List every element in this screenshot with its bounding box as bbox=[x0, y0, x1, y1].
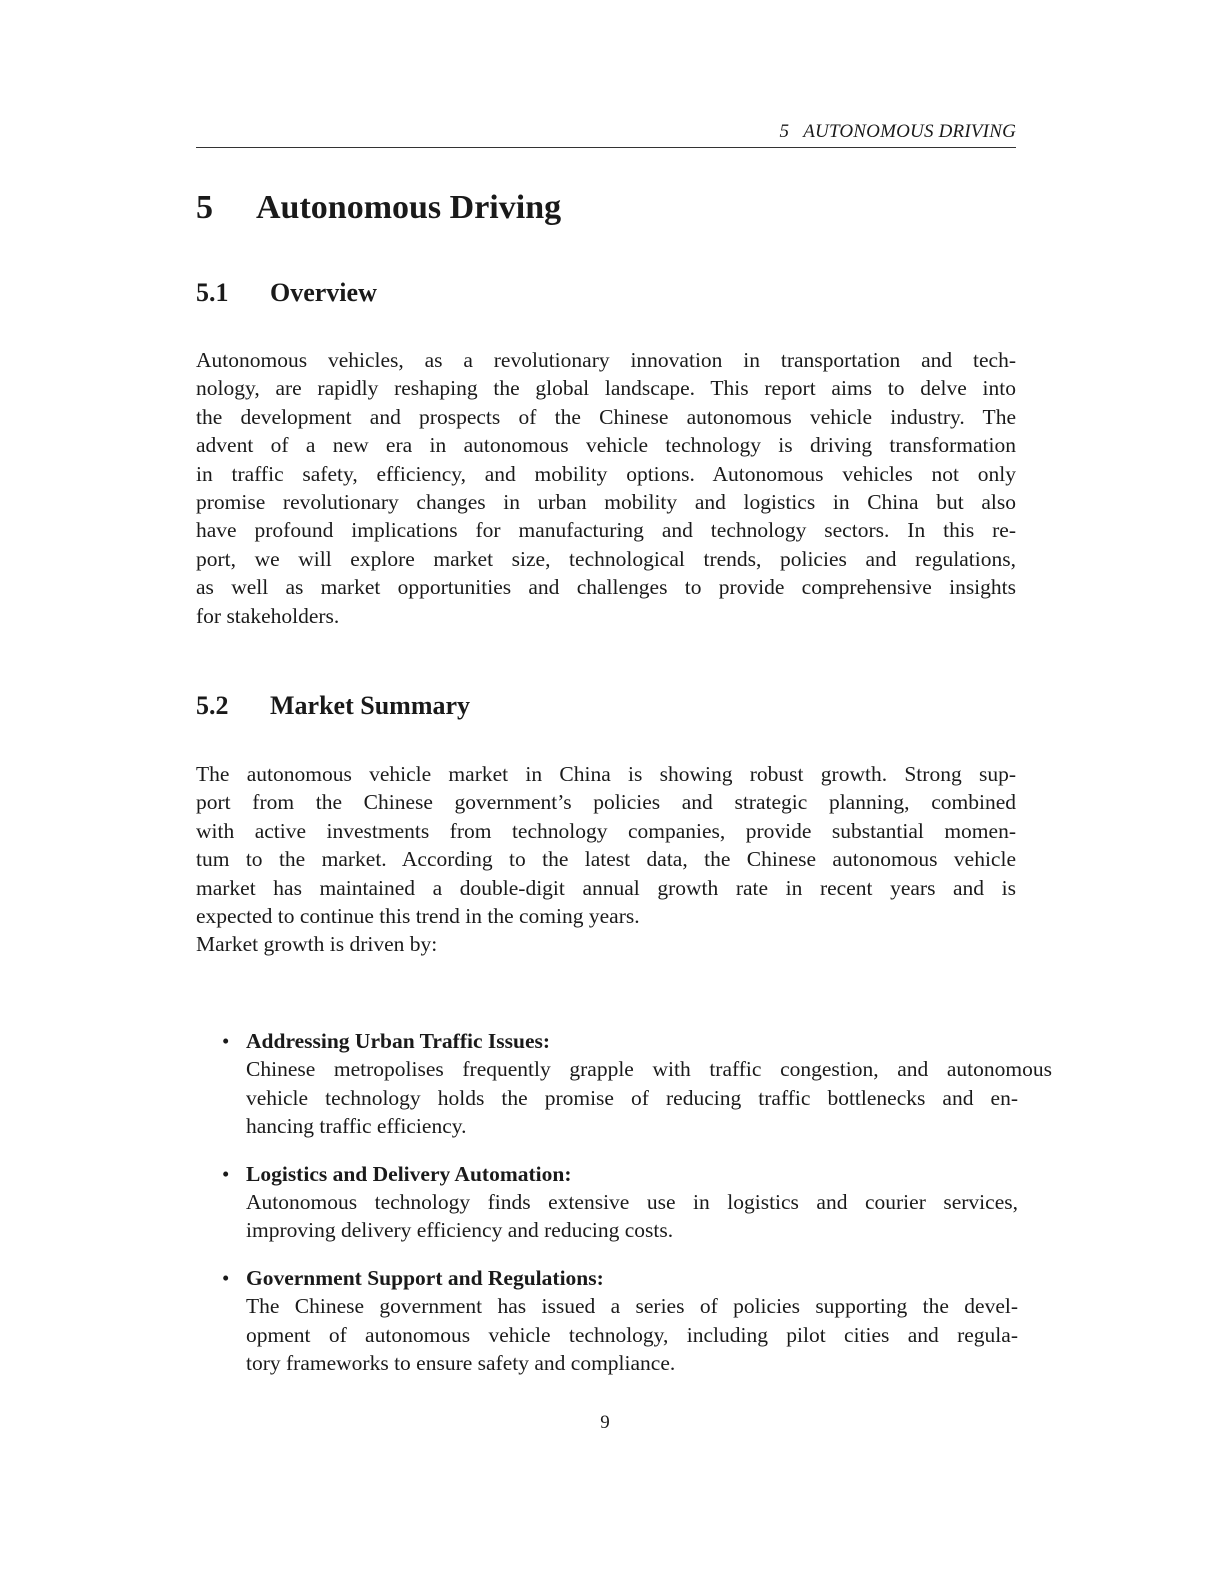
text-line: for stakeholders. bbox=[196, 603, 340, 628]
bullet-title: Addressing Urban Traffic Issues: bbox=[246, 1029, 551, 1053]
text-line: The autonomous vehicle market in China is showing robust growth. Strong sup- bbox=[196, 762, 1016, 786]
text-line: Autonomous technology finds extensive use in logistics and courier services, bbox=[246, 1190, 1018, 1215]
lead-in-text: Market growth is driven by: bbox=[196, 932, 438, 957]
text-line: Autonomous vehicles, as a revolutionary innovation in transportation and tech- bbox=[196, 348, 1016, 372]
text-line: The Chinese government has issued a series of policies supporting the devel- bbox=[246, 1294, 1018, 1319]
text-line: nology, are rapidly reshaping the global landscape. This report aims to delve into bbox=[196, 376, 1016, 401]
text-line: have profound implications for manufacturing and technology sectors. In this re- bbox=[196, 518, 1016, 543]
text-line: hancing traffic efficiency. bbox=[246, 1114, 467, 1139]
section-number: 5.2 bbox=[196, 691, 229, 720]
text-line: Chinese metropolises frequently grapple with traffic congestion, and autonomous bbox=[246, 1057, 1052, 1082]
running-header-title: AUTONOMOUS DRIVING bbox=[803, 121, 1016, 142]
chapter-title-text: Autonomous Driving bbox=[256, 189, 562, 226]
text-line: expected to continue this trend in the coming years. bbox=[196, 904, 640, 929]
overview-paragraph bbox=[196, 346, 1016, 630]
section-title-text: Market Summary bbox=[270, 691, 471, 720]
section-title-overview bbox=[196, 276, 377, 310]
chapter-number: 5 bbox=[196, 189, 213, 226]
text-line: opment of autonomous vehicle technology, including pilot cities and regula- bbox=[246, 1322, 1018, 1347]
text-line: port from the Chinese government’s policies and strategic planning, combined bbox=[196, 790, 1016, 815]
bullet-body bbox=[246, 1188, 1052, 1245]
bullet-icon: • bbox=[222, 1265, 230, 1290]
running-header bbox=[196, 120, 1016, 144]
text-line: improving delivery efficiency and reducing costs. bbox=[246, 1218, 674, 1243]
bullet-title: Government Support and Regulations: bbox=[246, 1265, 604, 1290]
bullet-title: Logistics and Delivery Automation: bbox=[246, 1161, 572, 1186]
bullet-body bbox=[246, 1055, 1052, 1140]
text-line: vehicle technology holds the promise of reducing traffic bottlenecks and en- bbox=[246, 1085, 1018, 1110]
text-line: advent of a new era in autonomous vehicle technology is driving transformation bbox=[196, 433, 1016, 458]
running-header-chapter-number: 5 bbox=[779, 121, 790, 142]
text-line: the development and prospects of the Chinese autonomous vehicle industry. The bbox=[196, 404, 1016, 429]
text-line: in traffic safety, efficiency, and mobility options. Autonomous vehicles not only bbox=[196, 461, 1016, 486]
text-line: tum to the market. According to the latest data, the Chinese autonomous vehicle bbox=[196, 847, 1016, 872]
chapter-title bbox=[196, 186, 561, 230]
text-line: as well as market opportunities and challenges to provide comprehensive insights bbox=[196, 575, 1016, 600]
header-rule bbox=[196, 147, 1016, 148]
market-drivers-list bbox=[222, 1027, 1052, 1396]
text-line: port, we will explore market size, technological trends, policies and regulations, bbox=[196, 546, 1016, 571]
list-item bbox=[222, 1264, 1052, 1378]
text-line: promise revolutionary changes in urban mobility and logistics in China but also bbox=[196, 490, 1016, 515]
section-number: 5.1 bbox=[196, 278, 229, 307]
list-item bbox=[222, 1027, 1052, 1141]
text-line: tory frameworks to ensure safety and compliance. bbox=[246, 1351, 676, 1376]
page-number: 9 bbox=[600, 1412, 610, 1433]
section-title-text: Overview bbox=[270, 278, 377, 307]
market-summary-paragraph bbox=[196, 760, 1016, 959]
bullet-body bbox=[246, 1292, 1052, 1377]
text-line: market has maintained a double-digit annual growth rate in recent years and is bbox=[196, 875, 1016, 900]
section-title-market-summary bbox=[196, 689, 470, 723]
bullet-icon: • bbox=[222, 1029, 230, 1053]
bullet-icon: • bbox=[222, 1161, 230, 1186]
list-item bbox=[222, 1160, 1052, 1245]
text-line: with active investments from technology companies, provide substantial momen- bbox=[196, 818, 1016, 843]
